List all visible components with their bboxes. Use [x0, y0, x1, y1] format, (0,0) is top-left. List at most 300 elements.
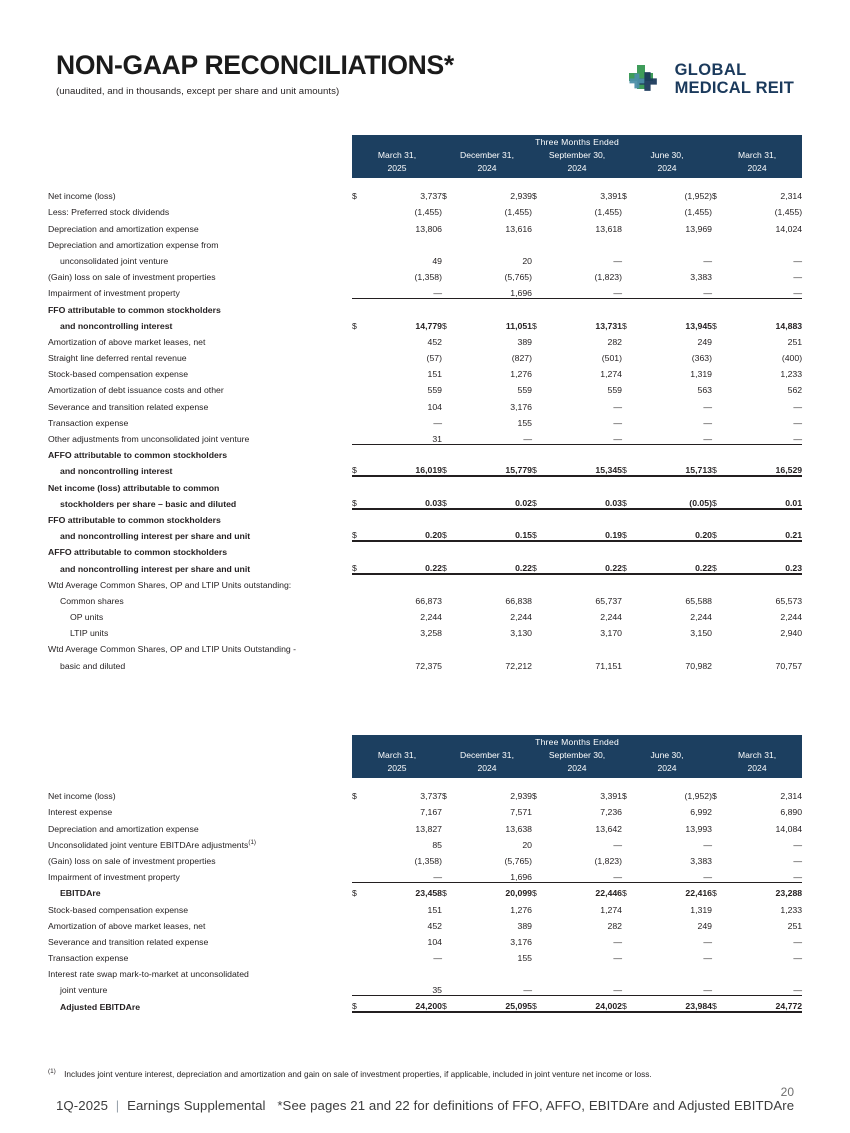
- row-value: —: [793, 401, 803, 412]
- currency-symbol: [712, 234, 736, 250]
- currency-symbol: [532, 801, 556, 817]
- currency-symbol: [532, 444, 556, 460]
- currency-symbol: $: [712, 525, 736, 541]
- currency-symbol: $: [352, 460, 376, 476]
- currency-symbol: [712, 638, 736, 654]
- row-value: (400): [781, 353, 803, 364]
- row-value: (1,358): [414, 272, 442, 283]
- row-value: 0.02: [466, 493, 532, 509]
- currency-symbol: [532, 947, 556, 963]
- row-value: —: [556, 979, 622, 995]
- ffo-affo-table: [48, 135, 802, 671]
- row-value: 14,883: [775, 320, 803, 331]
- currency-symbol: [532, 866, 556, 882]
- row-value: [736, 234, 802, 250]
- row-label: OP units: [70, 612, 104, 623]
- currency-symbol: [622, 379, 646, 395]
- currency-symbol: [442, 574, 466, 590]
- table-row: [48, 931, 802, 947]
- currency-symbol: [622, 509, 646, 525]
- table-row: [48, 882, 802, 898]
- currency-symbol: [622, 963, 646, 979]
- currency-symbol: [712, 347, 736, 363]
- row-value: 65,737: [595, 595, 622, 606]
- row-value: 282: [607, 336, 622, 347]
- row-value: 7,571: [510, 807, 532, 818]
- row-value: —: [646, 282, 712, 298]
- row-value: [466, 476, 532, 492]
- currency-symbol: [352, 234, 376, 250]
- table-row: [48, 282, 802, 298]
- currency-symbol: $: [442, 525, 466, 541]
- currency-symbol: [622, 834, 646, 850]
- currency-symbol: [622, 250, 646, 266]
- row-value: (1,823): [594, 855, 622, 866]
- currency-symbol: $: [622, 525, 646, 541]
- table-header-year-row: [48, 162, 802, 178]
- currency-symbol: [352, 850, 376, 866]
- currency-symbol: [622, 931, 646, 947]
- row-value: —: [613, 401, 622, 412]
- currency-symbol: [442, 541, 466, 557]
- currency-symbol: [442, 834, 466, 850]
- currency-symbol: [622, 590, 646, 606]
- row-value: 249: [697, 336, 712, 347]
- row-value: 3,170: [600, 628, 622, 639]
- currency-symbol: [532, 541, 556, 557]
- currency-symbol: $: [352, 493, 376, 509]
- currency-symbol: [532, 379, 556, 395]
- ebitdare-table: [48, 735, 802, 1013]
- currency-symbol: $: [622, 320, 627, 331]
- currency-symbol: [622, 606, 646, 622]
- row-value: 104: [427, 401, 442, 412]
- row-value: 2,244: [690, 612, 712, 623]
- row-value: 70,757: [775, 660, 803, 671]
- row-value: [466, 234, 532, 250]
- row-value: [646, 298, 712, 314]
- table-row: [48, 185, 802, 201]
- row-label: Wtd Average Common Shares, OP and LTIP Units Outstanding -: [48, 644, 297, 655]
- footer-note: *See pages 21 and 22 for definitions of FFO, AFFO, EBITDAre and Adjusted EBITDAre: [277, 1098, 795, 1113]
- currency-symbol: [622, 217, 646, 233]
- row-value: (1,952): [684, 791, 712, 802]
- row-label: Common shares: [60, 595, 124, 606]
- currency-symbol: [712, 379, 736, 395]
- currency-symbol: $: [712, 320, 717, 331]
- currency-symbol: [442, 931, 466, 947]
- row-value: 85: [432, 839, 442, 850]
- currency-symbol: $: [352, 995, 376, 1011]
- row-value: 25,095: [466, 995, 532, 1011]
- currency-symbol: [622, 979, 646, 995]
- ffo-affo-table-block: [48, 135, 802, 671]
- table-row: [48, 525, 802, 541]
- banner-spacer: [48, 135, 352, 149]
- column-header-month-4: March 31,: [712, 749, 802, 762]
- row-value: 3,737: [420, 191, 442, 202]
- row-value: 23,288: [775, 888, 803, 899]
- table-row: [48, 785, 802, 801]
- row-value: [646, 234, 712, 250]
- row-value: 7,167: [420, 807, 442, 818]
- table-row: [48, 395, 802, 411]
- currency-symbol: [352, 963, 376, 979]
- row-value: —: [793, 255, 803, 266]
- table-banner-row: [48, 735, 802, 749]
- row-label: Interest expense: [48, 807, 113, 818]
- row-label: Wtd Average Common Shares, OP and LTIP Units outstanding:: [48, 579, 292, 590]
- row-value: 13,618: [595, 223, 622, 234]
- currency-symbol: [532, 250, 556, 266]
- currency-symbol: [622, 850, 646, 866]
- row-value: —: [793, 953, 803, 964]
- row-value: 155: [517, 953, 532, 964]
- row-value: (1,455): [504, 207, 532, 218]
- column-header-month-2: September 30,: [532, 149, 622, 162]
- table-row: [48, 476, 802, 492]
- row-label: Stock-based compensation expense: [48, 904, 189, 915]
- currency-symbol: [532, 638, 556, 654]
- row-value: (1,952): [684, 191, 712, 202]
- footer-period: 1Q-2025: [56, 1098, 109, 1113]
- row-value: 0.22: [556, 557, 622, 573]
- currency-symbol: [712, 331, 736, 347]
- row-label: joint venture: [60, 985, 108, 996]
- currency-symbol: $: [712, 557, 736, 573]
- row-value: 13,806: [415, 223, 442, 234]
- row-value: —: [613, 417, 622, 428]
- currency-symbol: [712, 298, 736, 314]
- table-row: [48, 509, 802, 525]
- currency-symbol: $: [532, 791, 537, 802]
- currency-symbol: [622, 363, 646, 379]
- row-value: (5,765): [504, 855, 532, 866]
- currency-symbol: $: [442, 493, 466, 509]
- banner-spacer: [48, 735, 352, 749]
- currency-symbol: [532, 509, 556, 525]
- column-header-month-3: June 30,: [622, 749, 712, 762]
- currency-symbol: [532, 363, 556, 379]
- currency-symbol: [532, 590, 556, 606]
- currency-symbol: $: [442, 791, 447, 802]
- column-header-month-2: September 30,: [532, 749, 622, 762]
- currency-symbol: [352, 298, 376, 314]
- currency-symbol: [532, 850, 556, 866]
- currency-symbol: [622, 266, 646, 282]
- row-value: 65,573: [775, 595, 803, 606]
- row-value: [556, 541, 622, 557]
- currency-symbol: [622, 622, 646, 638]
- table-row: [48, 606, 802, 622]
- row-value: 66,873: [415, 595, 442, 606]
- row-value: 24,772: [736, 995, 802, 1011]
- currency-symbol: [712, 931, 736, 947]
- row-value: 1,696: [466, 282, 532, 298]
- currency-symbol: $: [622, 191, 627, 202]
- row-label: Transaction expense: [48, 953, 129, 964]
- row-value: —: [703, 839, 712, 850]
- row-value: 15,713: [646, 460, 712, 476]
- row-value: 13,945: [685, 320, 712, 331]
- row-value: 559: [517, 385, 532, 396]
- row-value: 16,019: [376, 460, 442, 476]
- table-row: [48, 250, 802, 266]
- footer-separator: |: [115, 1098, 120, 1113]
- table-row: [48, 412, 802, 428]
- column-header-month-0: March 31,: [352, 149, 442, 162]
- row-value: 3,130: [510, 628, 532, 639]
- row-value: —: [433, 953, 442, 964]
- table-row: [48, 266, 802, 282]
- row-label: Unconsolidated joint venture EBITDAre adjustments$^{(1)}$: [48, 838, 256, 850]
- currency-symbol: [712, 444, 736, 460]
- currency-symbol: [532, 347, 556, 363]
- currency-symbol: [352, 509, 376, 525]
- row-value: 2,314: [780, 791, 803, 802]
- currency-symbol: [712, 476, 736, 492]
- currency-symbol: [532, 915, 556, 931]
- currency-symbol: [352, 266, 376, 282]
- page-title: NON-GAAP RECONCILIATIONS*: [56, 50, 454, 80]
- row-label: AFFO attributable to common stockholders: [48, 450, 228, 461]
- row-label: basic and diluted: [60, 660, 126, 671]
- currency-symbol: [442, 298, 466, 314]
- currency-symbol: [712, 412, 736, 428]
- column-header-year-4: 2024: [712, 162, 802, 178]
- row-value: 2,939: [510, 791, 532, 802]
- row-value: 7,236: [600, 807, 622, 818]
- currency-symbol: $: [352, 525, 376, 541]
- row-value: [736, 574, 802, 590]
- currency-symbol: [352, 331, 376, 347]
- currency-symbol: [532, 234, 556, 250]
- row-value: 1,233: [780, 369, 803, 380]
- currency-symbol: [622, 331, 646, 347]
- currency-symbol: [442, 947, 466, 963]
- row-value: [736, 476, 802, 492]
- row-value: 1,319: [690, 904, 712, 915]
- currency-symbol: [352, 476, 376, 492]
- row-value: [556, 298, 622, 314]
- row-label: Other adjustments from unconsolidated joint venture: [48, 434, 250, 444]
- row-value: [556, 234, 622, 250]
- row-label: Net income (loss): [48, 791, 116, 802]
- row-value: 151: [427, 369, 442, 380]
- row-value: —: [466, 428, 532, 444]
- row-value: —: [556, 282, 622, 298]
- header-spacer: [48, 749, 352, 762]
- table-header-year-row: [48, 762, 802, 778]
- row-value: (1,455): [684, 207, 712, 218]
- currency-symbol: $: [442, 557, 466, 573]
- row-value: —: [736, 282, 802, 298]
- currency-symbol: [442, 428, 466, 444]
- currency-symbol: [622, 282, 646, 298]
- row-value: [466, 963, 532, 979]
- currency-symbol: [352, 574, 376, 590]
- column-header-year-3: 2024: [622, 162, 712, 178]
- row-value: 3,737: [420, 791, 442, 802]
- table-row: [48, 817, 802, 833]
- row-value: [376, 963, 442, 979]
- currency-symbol: [352, 363, 376, 379]
- row-value: —: [613, 953, 622, 964]
- row-value: 562: [787, 385, 803, 396]
- currency-symbol: $: [622, 888, 627, 899]
- currency-symbol: [352, 282, 376, 298]
- row-value: 13,642: [595, 823, 622, 834]
- table-spacer-row: [48, 778, 802, 785]
- row-value: 1,696: [466, 866, 532, 882]
- row-value: 0.22: [376, 557, 442, 573]
- row-value: 13,616: [505, 223, 532, 234]
- column-header-month-1: December 31,: [442, 749, 532, 762]
- row-value: [466, 638, 532, 654]
- row-value: [466, 574, 532, 590]
- table-row: [48, 444, 802, 460]
- table-row: [48, 915, 802, 931]
- row-value: [556, 444, 622, 460]
- row-label: and noncontrolling interest per share and unit: [60, 563, 251, 574]
- footnote-marker: (1): [48, 1068, 56, 1075]
- currency-symbol: $: [442, 888, 447, 899]
- row-value: [736, 298, 802, 314]
- row-value: —: [703, 417, 712, 428]
- currency-symbol: [352, 817, 376, 833]
- row-value: [466, 541, 532, 557]
- currency-symbol: $: [352, 791, 357, 802]
- table-row: [48, 428, 802, 444]
- currency-symbol: [352, 250, 376, 266]
- row-value: 1,319: [690, 369, 712, 380]
- table-row: [48, 379, 802, 395]
- row-value: [376, 444, 442, 460]
- currency-symbol: [622, 817, 646, 833]
- row-value: 282: [607, 920, 622, 931]
- table-row: [48, 363, 802, 379]
- row-value: 2,314: [780, 191, 803, 202]
- row-label: unconsolidated joint venture: [60, 255, 169, 266]
- cross-logo-icon: [624, 58, 666, 100]
- row-value: 251: [787, 336, 803, 347]
- row-value: —: [646, 866, 712, 882]
- currency-symbol: [442, 234, 466, 250]
- currency-symbol: $: [442, 191, 447, 202]
- column-header-year-2: 2024: [532, 162, 622, 178]
- row-value: 0.22: [466, 557, 532, 573]
- row-label: Net income (loss): [48, 191, 116, 202]
- page-header: [56, 52, 794, 114]
- currency-symbol: [712, 979, 736, 995]
- table-row: [48, 866, 802, 882]
- row-value: 20: [522, 255, 532, 266]
- currency-symbol: [622, 541, 646, 557]
- currency-symbol: [532, 931, 556, 947]
- row-value: 0.21: [736, 525, 802, 541]
- row-value: 1,276: [510, 904, 532, 915]
- row-label: Amortization of above market leases, net: [48, 336, 206, 347]
- currency-symbol: [712, 963, 736, 979]
- currency-symbol: [352, 915, 376, 931]
- currency-symbol: [532, 574, 556, 590]
- currency-symbol: [352, 979, 376, 995]
- currency-symbol: [442, 476, 466, 492]
- currency-symbol: [352, 590, 376, 606]
- row-value: —: [793, 855, 803, 866]
- currency-symbol: [622, 395, 646, 411]
- banner-label: Three Months Ended: [352, 735, 802, 749]
- row-value: 15,345: [556, 460, 622, 476]
- row-value: 0.03: [376, 493, 442, 509]
- row-value: (1,455): [594, 207, 622, 218]
- row-label: stockholders per share – basic and diluted: [60, 498, 237, 509]
- row-label: Transaction expense: [48, 417, 129, 428]
- row-value: (363): [691, 353, 712, 364]
- currency-symbol: [442, 347, 466, 363]
- currency-symbol: $: [622, 493, 646, 509]
- row-value: 1,274: [600, 369, 622, 380]
- currency-symbol: [352, 428, 376, 444]
- currency-symbol: [352, 606, 376, 622]
- table-row: [48, 574, 802, 590]
- row-value: 0.22: [646, 557, 712, 573]
- row-value: 23,984: [646, 995, 712, 1011]
- currency-symbol: [622, 428, 646, 444]
- row-label: LTIP units: [70, 628, 109, 639]
- row-value: [376, 234, 442, 250]
- banner-label: Three Months Ended: [352, 135, 802, 149]
- currency-symbol: [442, 850, 466, 866]
- row-value: [556, 574, 622, 590]
- row-label: Net income (loss) attributable to common: [48, 482, 220, 493]
- table-row: [48, 298, 802, 314]
- row-value: 3,383: [690, 272, 712, 283]
- row-value: 65,588: [685, 595, 712, 606]
- column-header-month-1: December 31,: [442, 149, 532, 162]
- row-value: —: [736, 866, 802, 882]
- currency-symbol: [352, 412, 376, 428]
- row-label: Depreciation and amortization expense: [48, 823, 199, 834]
- footnote-text: Includes joint venture interest, depreciation and amortization and gain on sale of investment properties, if applicable, included in joint venture net income or loss.: [64, 1068, 652, 1079]
- row-value: 559: [427, 385, 442, 396]
- currency-symbol: [352, 654, 376, 670]
- table-row: [48, 315, 802, 331]
- table-header-month-row: [48, 149, 802, 162]
- table-row: [48, 995, 802, 1011]
- currency-symbol: [352, 444, 376, 460]
- row-value: —: [793, 272, 803, 283]
- table-row: [48, 834, 802, 850]
- currency-symbol: [712, 509, 736, 525]
- currency-symbol: [622, 201, 646, 217]
- row-label: and noncontrolling interest: [60, 466, 173, 477]
- row-value: 6,890: [780, 807, 803, 818]
- table-row: [48, 801, 802, 817]
- currency-symbol: [532, 266, 556, 282]
- currency-symbol: [352, 866, 376, 882]
- row-value: 24,002: [556, 995, 622, 1011]
- currency-symbol: [442, 654, 466, 670]
- row-label: Impairment of investment property: [48, 288, 180, 299]
- row-value: 70,982: [685, 660, 712, 671]
- page-number: 20: [780, 1085, 794, 1099]
- row-value: [466, 444, 532, 460]
- table-spacer-row: [48, 178, 802, 185]
- column-header-month-4: March 31,: [712, 149, 802, 162]
- row-value: 22,416: [685, 888, 712, 899]
- row-value: [736, 541, 802, 557]
